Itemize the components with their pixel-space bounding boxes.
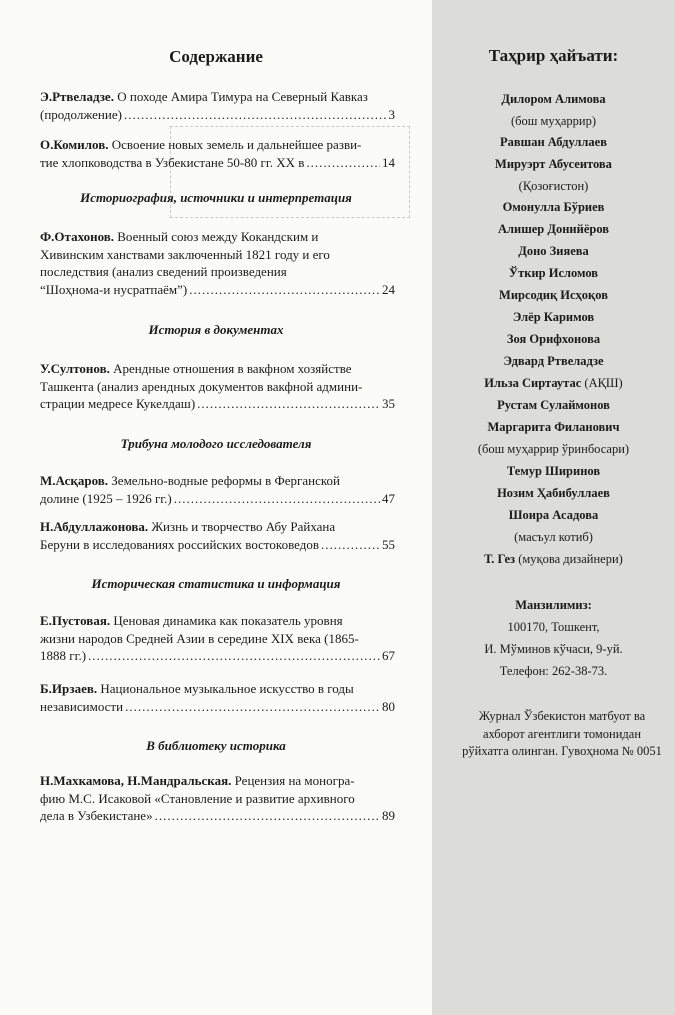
board-member xyxy=(432,200,675,215)
board-member xyxy=(432,244,675,259)
entry-text: О походе Амира Тимура на Северный Кавказ xyxy=(117,89,368,104)
entry-first-line xyxy=(40,228,395,246)
entry-last-line xyxy=(40,281,395,299)
section-heading: Историография, источники и интерпретация xyxy=(80,190,352,205)
entry-first-line xyxy=(40,472,395,490)
toc-entry xyxy=(40,772,395,825)
entry-page: 3 xyxy=(388,106,395,122)
entry-text: фию М.С. Исаковой «Становление и развитие архивного xyxy=(40,790,355,806)
toc-entry xyxy=(40,472,395,507)
member-name: Доно Зияева xyxy=(518,244,589,258)
entry-last-line xyxy=(40,490,395,508)
entry-text: дела в Узбекистане» xyxy=(40,808,153,823)
entry-first-line xyxy=(40,360,395,378)
entry-text: тие хлопководства в Узбекистане 50-80 гг. XX в xyxy=(40,154,305,170)
contents-title: Содержание xyxy=(169,47,263,66)
editorial-board-title: Таҳрир ҳайъати: xyxy=(488,46,619,65)
entry-last-line xyxy=(40,395,395,413)
entry-page: 67 xyxy=(382,648,395,663)
entry-page: 24 xyxy=(382,281,395,297)
board-member xyxy=(432,530,675,545)
member-note: (бош муҳаррир) xyxy=(510,114,597,128)
leader-dots xyxy=(124,106,387,124)
board-member xyxy=(432,310,675,325)
toc-entry xyxy=(40,88,395,123)
entry-text: (продолжение) xyxy=(40,106,122,122)
leader-dots xyxy=(155,807,380,825)
entry-first-line xyxy=(40,680,395,698)
entry-text: 1888 гг.) xyxy=(40,648,87,663)
board-member xyxy=(432,222,675,237)
toc-entry xyxy=(40,136,395,171)
member-name: Дилором Алимова xyxy=(501,92,606,106)
member-name: Мируэрт Абусеитова xyxy=(495,157,612,171)
member-name: Эдвард Ртвеладзе xyxy=(503,354,604,368)
board-member xyxy=(432,288,675,303)
entry-text: Рецензия на моногра- xyxy=(234,773,355,788)
board-member xyxy=(432,508,675,523)
toc-entry xyxy=(40,228,395,298)
leader-dots xyxy=(189,281,380,299)
board-member xyxy=(432,114,675,129)
entry-page: 55 xyxy=(382,536,395,552)
member-note: (муқова дизайнери) xyxy=(515,552,623,566)
entry-first-line xyxy=(40,136,395,154)
entry-author: Н.Махкамова, Н.Мандральская. xyxy=(40,773,232,788)
registration-note: Журнал Ўзбекистон матбуот ва ахборот агентлиги томонидан рўйхатга олинган. Гувоҳнома № 0051 xyxy=(462,709,662,758)
toc-entry xyxy=(40,612,395,665)
entry-page: 35 xyxy=(382,396,395,411)
board-member xyxy=(432,442,675,457)
section-heading: Историческая статистика и информация xyxy=(91,576,341,591)
member-note: (АҚШ) xyxy=(581,376,623,390)
entry-last-line xyxy=(40,807,395,825)
entry-author: Н.Абдуллажонова. xyxy=(40,519,149,534)
member-name: Темур Ширинов xyxy=(506,464,601,478)
leader-dots xyxy=(321,536,380,554)
toc-entry xyxy=(40,680,395,715)
entry-text: Арендные отношения в вакфном хозяйстве xyxy=(113,361,352,376)
entry-first-line xyxy=(40,518,395,536)
entry-text: Земельно-водные реформы в Ферганской xyxy=(111,473,340,488)
entry-text: Военный союз между Кокандским и xyxy=(117,229,319,244)
board-member xyxy=(432,398,675,413)
entry-first-line xyxy=(40,612,395,630)
board-member xyxy=(432,486,675,501)
address-line: Телефон: 262-38-73. xyxy=(499,664,608,678)
entry-page: 14 xyxy=(382,154,395,170)
entry-last-line xyxy=(40,698,395,716)
leader-dots xyxy=(197,395,380,413)
member-note: (Қозоғистон) xyxy=(518,179,589,193)
entry-page: 89 xyxy=(382,808,395,823)
entry-text: долине (1925 – 1926 гг.) xyxy=(40,490,172,506)
leader-dots xyxy=(88,647,380,665)
board-member xyxy=(432,135,675,150)
entry-last-line xyxy=(40,154,395,172)
board-member xyxy=(432,179,675,194)
entry-text: Жизнь и творчество Абу Райхана xyxy=(151,519,336,534)
member-note: (масъул котиб) xyxy=(514,530,593,544)
entry-text: “Шоҳнома-и нусратпаём”) xyxy=(40,281,188,297)
board-member xyxy=(432,354,675,369)
board-member xyxy=(432,332,675,347)
entry-last-line xyxy=(40,536,395,554)
entry-text: Освоение новых земель и дальнейшее разви- xyxy=(111,137,362,152)
board-member xyxy=(432,552,675,567)
member-name: Маргарита Филанович xyxy=(487,420,620,434)
entry-author: М.Асқаров. xyxy=(40,473,109,488)
board-member xyxy=(432,157,675,172)
member-name: Равшан Абдуллаев xyxy=(500,135,607,149)
section-heading: В библиотеку историка xyxy=(146,738,286,753)
entry-text: независимости xyxy=(40,698,124,714)
member-name: Ильза Сиртаутас xyxy=(484,376,582,390)
entry-first-line xyxy=(40,88,395,106)
leader-dots xyxy=(306,154,380,172)
toc-entry xyxy=(40,518,395,553)
entry-author: О.Комилов. xyxy=(40,137,109,152)
member-name: Зоя Орифхонова xyxy=(506,332,601,346)
entry-text: жизни народов Средней Азии в середине XIX века (1865- xyxy=(40,630,359,646)
entry-text: страции медресе Кукелдаш) xyxy=(40,396,196,411)
entry-first-line xyxy=(40,772,395,790)
leader-dots xyxy=(174,490,380,508)
entry-last-line xyxy=(40,106,395,124)
entry-page: 47 xyxy=(382,490,395,506)
leader-dots xyxy=(125,698,380,716)
member-name: Нозим Ҳабибуллаев xyxy=(497,486,610,500)
entry-author: У.Султонов. xyxy=(40,361,110,376)
member-name: Ўткир Исломов xyxy=(508,266,599,280)
member-name: Рустам Сулаймонов xyxy=(497,398,610,412)
address-line: И. Мўминов кўчаси, 9-уй. xyxy=(484,642,623,656)
entry-last-line xyxy=(40,647,395,665)
entry-text: Беруни в исследованиях российских востоковедов xyxy=(40,536,319,552)
member-note: (бош муҳаррир ўринбосари) xyxy=(477,442,630,456)
entry-text: Хивинским ханствами заключенный 1821 году и его xyxy=(40,246,330,262)
entry-text: Национальное музыкальное искусство в годы xyxy=(100,681,354,696)
entry-text: Ташкента (анализ арендных документов вакфной админи- xyxy=(40,378,363,394)
address-line: 100170, Тошкент, xyxy=(507,620,600,634)
member-name: Алишер Донийёров xyxy=(497,222,610,236)
toc-entry xyxy=(40,360,395,413)
entry-author: Э.Ртвеладзе. xyxy=(40,89,114,104)
member-name: Мирсодиқ Исҳоқов xyxy=(499,288,608,302)
entry-author: Ф.Отахонов. xyxy=(40,229,115,244)
board-member xyxy=(432,376,675,391)
board-member xyxy=(432,266,675,281)
member-name: Элёр Каримов xyxy=(512,310,595,324)
entry-text: Ценовая динамика как показатель уровня xyxy=(113,613,343,628)
board-member xyxy=(432,92,675,107)
member-name: Омонулла Бўриев xyxy=(502,200,605,214)
entry-page: 80 xyxy=(382,698,395,714)
entry-author: Б.Ирзаев. xyxy=(40,681,98,696)
section-heading: История в документах xyxy=(148,322,284,337)
member-name: Шоира Асадова xyxy=(508,508,599,522)
board-member xyxy=(432,464,675,479)
member-name: Т. Гез xyxy=(484,552,516,566)
board-member xyxy=(432,420,675,435)
entry-text: последствия (анализ сведений произведения xyxy=(40,264,287,279)
entry-author: Е.Пустовая. xyxy=(40,613,111,628)
section-heading: Трибуна молодого исследователя xyxy=(120,436,312,451)
address-title: Манзилимиз: xyxy=(515,598,592,612)
